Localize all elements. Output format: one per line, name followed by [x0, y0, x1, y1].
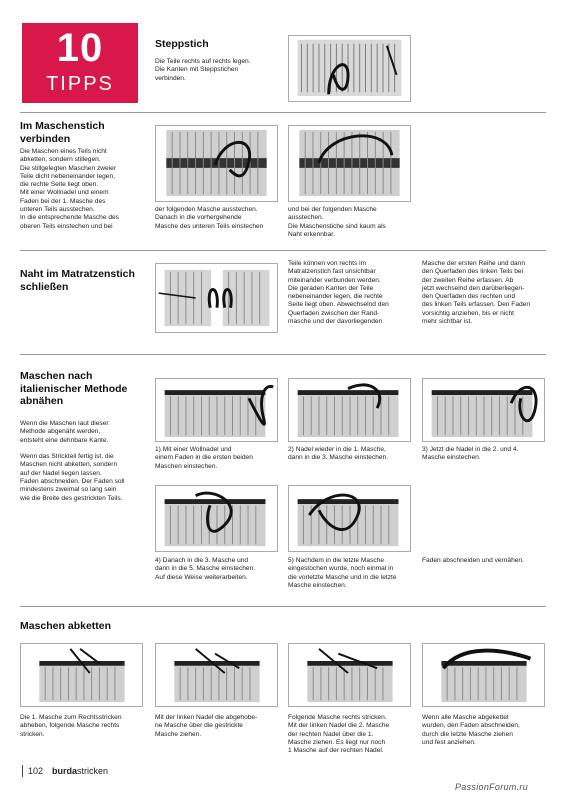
abketten-caption-2: Mit der linken Nadel die abgehobe- ne Masche über die gestrickte Masche ziehen. — [155, 714, 258, 738]
knit-illustration — [156, 486, 277, 551]
page-number: 102 — [28, 766, 44, 776]
italienisch-step-5: 5) Nachdem in die letzte Masche eingestochen wurde, noch einmal in die vorletzte Masche und in die letzte Masche einstechen. — [288, 557, 397, 589]
maschenstich-title: Im Maschenstich verbinden — [20, 120, 105, 145]
divider — [20, 112, 546, 113]
maschenstich-caption-1: der folgenden Masche ausstechen. Danach in die vorhergehende Masche des unteren Teils einstechen — [155, 206, 264, 230]
abketten-caption-4: Wenn alle Masche abgekettet wurden, den Faden abschneiden, durch die letzte Masche ziehen und fest anziehen. — [422, 714, 520, 746]
knit-illustration — [423, 644, 544, 706]
steppstich-photo — [288, 35, 411, 102]
knit-illustration — [156, 379, 277, 441]
abketten-photo-2 — [155, 643, 278, 707]
knit-illustration — [289, 36, 410, 101]
footer-divider — [22, 765, 23, 777]
italienisch-text: Wenn die Maschen laut dieser Methode abgenäht werden, entsteht eine dehnbare Kante. Wenn das Strickteil fertig ist, die Maschen nicht abketten, sondern auf der Nadel liegen lassen. Faden abschneiden. Der Faden soll mindestens zweimal so lang sein wie die Breite des gestrickten Teils. — [20, 420, 125, 502]
italienisch-step-6: Faden abschneiden und vernähen. — [422, 557, 524, 564]
matratzenstich-text-1: Teile können von rechts im Matratzenstich fast unsichtbar miteinander verbunden werden. Die geraden Kanten der Teile nebeneinander legen, die rechte Seite liegt oben. Abwechselnd den Querfaden zwischen der Rand- masche und der davorliegenden — [288, 260, 389, 326]
italienisch-photo-4 — [155, 485, 278, 552]
knit-illustration — [289, 126, 410, 201]
badge-word: TIPPS — [46, 73, 114, 95]
divider — [20, 606, 546, 607]
maschenstich-caption-2: und bei der folgenden Masche ausstechen. Die Maschenstiche sind kaum als Naht erkennbar. — [288, 206, 386, 238]
italienisch-step-1: 1) Mit einer Wollnadel und einem Faden in die ersten beiden Maschen einstechen. — [155, 446, 253, 470]
brand-bold: burda — [52, 766, 78, 776]
knit-illustration — [156, 126, 277, 201]
tips-badge — [22, 23, 138, 103]
italienisch-photo-5 — [288, 485, 411, 552]
knit-illustration — [289, 379, 410, 441]
abketten-photo-3 — [288, 643, 411, 707]
knit-illustration — [289, 486, 410, 551]
abketten-caption-1: Die 1. Masche zum Rechtsstricken abheben, folgende Masche rechts stricken. — [20, 714, 122, 738]
italienisch-photo-1 — [155, 378, 278, 442]
divider — [20, 250, 546, 251]
abketten-photo-1 — [20, 643, 143, 707]
divider — [20, 354, 546, 355]
italienisch-title: Maschen nach italienischer Methode abnähen — [20, 370, 128, 407]
matratzenstich-title: Naht im Matratzenstich schließen — [20, 268, 135, 293]
abketten-photo-4 — [422, 643, 545, 707]
abketten-title: Maschen abketten — [20, 620, 112, 632]
knit-illustration — [156, 644, 277, 706]
matratzenstich-text-2: Masche der ersten Reihe und dann den Querfaden des linken Teils bei der zweiten Reihe erfassen. Ab jetzt wechselnd den darüberliegen- den Querfaden des rechten und des linken Teils erfassen. Den Faden vorsichtig anziehen, bis er nicht mehr sichtbar ist. — [422, 260, 531, 326]
brand — [52, 766, 108, 776]
steppstich-text: Die Teile rechts auf rechts legen. Die Kanten mit Steppstichen verbinden. — [155, 58, 251, 82]
maschenstich-photo-2 — [288, 125, 411, 202]
knit-illustration — [423, 379, 544, 441]
italienisch-step-4: 4) Danach in die 3. Masche und dann in die 5. Masche einstechen. Auf diese Weise weiterarbeiten. — [155, 557, 256, 581]
knit-illustration — [156, 264, 277, 332]
knit-illustration — [289, 644, 410, 706]
maschenstich-text: Die Maschen eines Teils nicht abketten, sondern stillegen. Die stillgelegten Maschen zweier Teile dicht nebeneinander legen, die rechte Seite liegt oben. Mit einer Wollnadel und einem Faden bei der 1. Masche des unteren Teils ausstechen. In die entsprechende Masche des oberen Teils einstechen und bei — [20, 148, 119, 230]
maschenstich-photo-1 — [155, 125, 278, 202]
steppstich-title: Steppstich — [155, 38, 209, 50]
italienisch-step-3: 3) Jetzt die Nadel in die 2. und 4. Masche einstechen. — [422, 446, 519, 462]
abketten-caption-3: Folgende Masche rechts stricken. Mit der linken Nadel die 2. Masche der rechten Nadel über die 1. Masche ziehen. Es liegt nur noch 1 Masche auf der rechten Nadel. — [288, 714, 390, 755]
watermark: PassionForum.ru — [455, 782, 529, 792]
matratzenstich-photo — [155, 263, 278, 333]
italienisch-photo-2 — [288, 378, 411, 442]
italienisch-step-2: 2) Nadel wieder in die 1. Masche, dann in die 3. Masche einstechen. — [288, 446, 389, 462]
knit-illustration — [21, 644, 142, 706]
italienisch-photo-3 — [422, 378, 545, 442]
badge-number: 10 — [56, 26, 104, 70]
brand-rest: stricken — [77, 766, 109, 776]
